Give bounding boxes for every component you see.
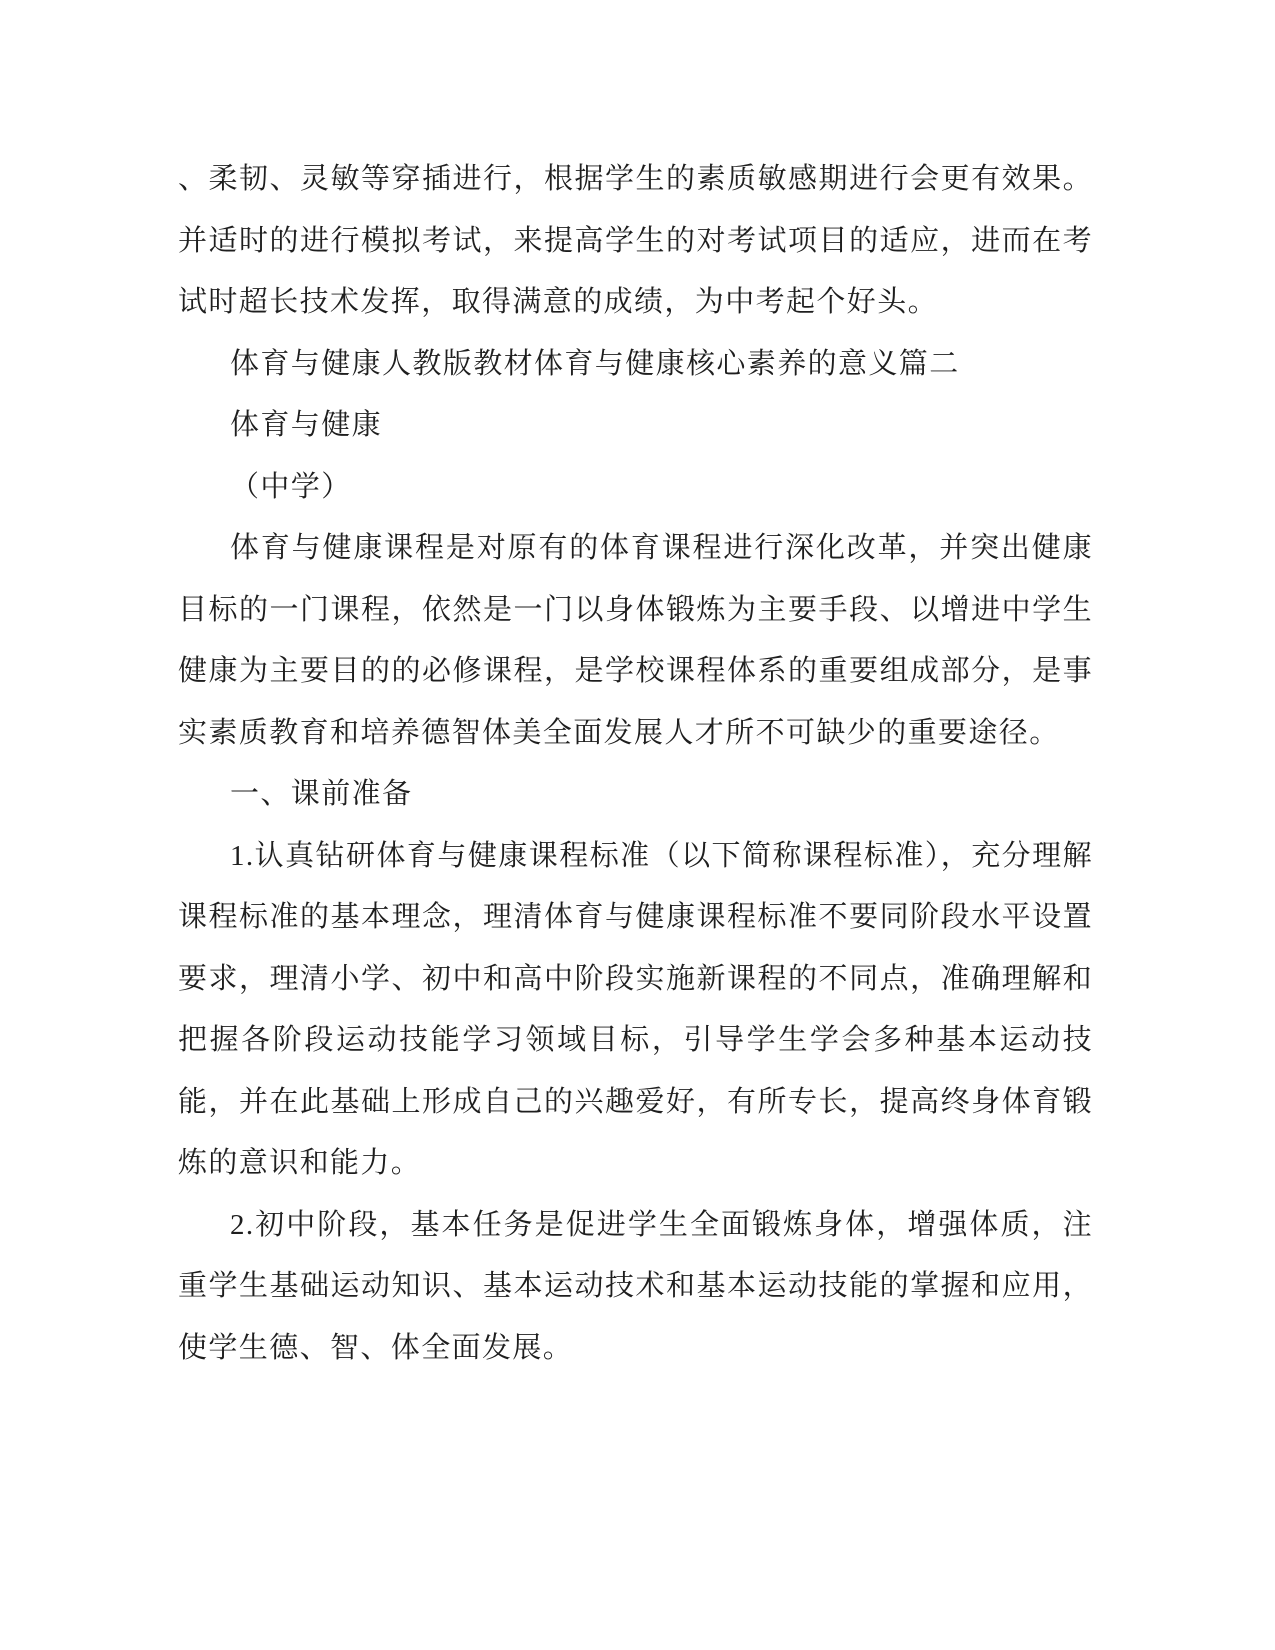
paragraph-item-1: 1.认真钻研体育与健康课程标准（以下简称课程标准），充分理解课程标准的基本理念，理清体育与健康课程标准不要同阶段水平设置要求，理清小学、初中和高中阶段实施新课程的不同点，准确理解和把握各阶段运动技能学习领域目标，引导学生学会多种基本运动技能，并在此基础上形成自己的兴趣爱好，有所专长，提高终身体育锻炼的意识和能力。 (178, 839, 1093, 1179)
paragraph-section-title: 体育与健康人教版教材体育与健康核心素养的意义篇二 (230, 347, 960, 380)
paragraph-heading-preparation: 一、课前准备 (230, 778, 413, 810)
paragraph-school-level: （中学） (230, 470, 352, 503)
paragraph-subtitle: 体育与健康 (230, 409, 383, 441)
paragraph-course-intro: 体育与健康课程是对原有的体育课程进行深化改革，并突出健康目标的一门课程，依然是一门以身体锻炼为主要手段、以增进中学生健康为主要目的的必修课程，是学校课程体系的重要组成部分，是事实素质教育和培养德智体美全面发展人才所不可缺少的重要途径。 (178, 532, 1093, 749)
document-text-block (178, 149, 1093, 1379)
paragraph-item-2: 2.初中阶段，基本任务是促进学生全面锻炼身体，增强体质，注重学生基础运动知识、基本运动技术和基本运动技能的掌握和应用，使学生德、智、体全面发展。 (178, 1208, 1093, 1364)
paragraph-continuation: 、柔韧、灵敏等穿插进行，根据学生的素质敏感期进行会更有效果。并适时的进行模拟考试，来提高学生的对考试项目的适应，进而在考试时超长技术发挥，取得满意的成绩，为中考起个好头。 (178, 163, 1093, 318)
